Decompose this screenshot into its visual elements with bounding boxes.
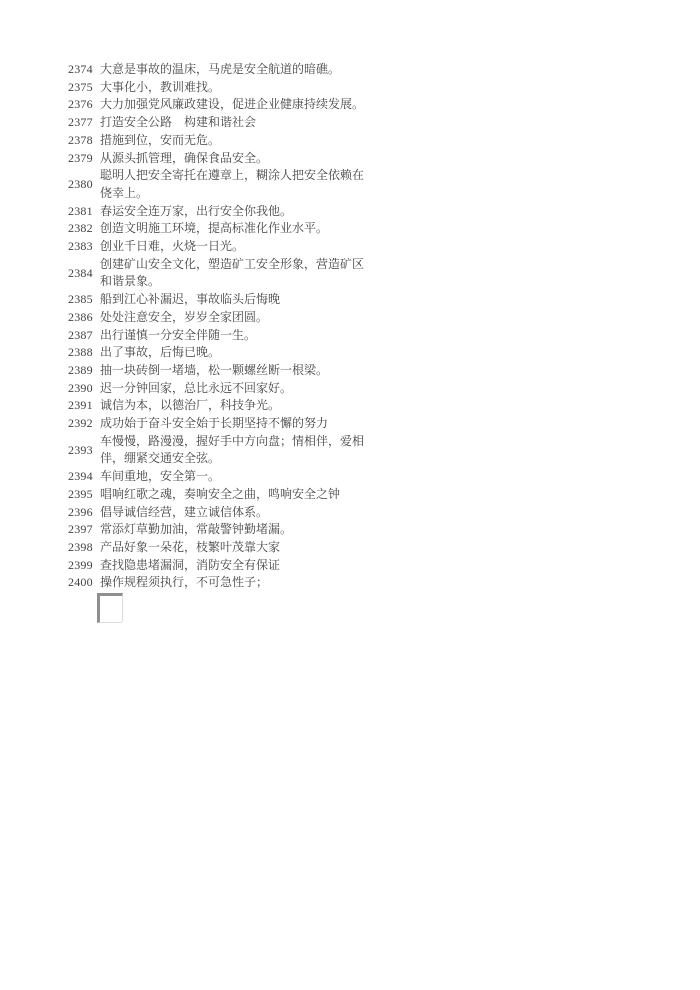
list-row [68, 61, 378, 79]
list-row [68, 203, 378, 221]
list-row [68, 291, 378, 309]
row-text: 打造安全公路 构建和谐社会 [100, 115, 257, 130]
row-text: 从源头抓管理，确保食品安全。 [100, 150, 269, 165]
image-placeholder-icon [97, 593, 123, 623]
list-row [68, 380, 378, 398]
list-row [68, 486, 378, 504]
list-row [68, 238, 378, 256]
row-text: 大意是事故的温床，马虎是安全航道的暗礁。 [100, 62, 341, 76]
list-row [68, 504, 378, 522]
row-number: 2392 [68, 416, 93, 431]
row-number: 2383 [68, 239, 93, 254]
row-number: 2391 [68, 398, 93, 413]
row-text: 车间重地，安全第一。 [100, 469, 221, 484]
row-number: 2388 [68, 345, 93, 360]
list-row [68, 362, 378, 380]
row-text: 唱响红歌之魂，奏响安全之曲，鸣响安全之钟 [100, 486, 341, 501]
row-number: 2374 [68, 62, 93, 76]
list-row [68, 397, 378, 415]
row-text: 倡导诚信经营，建立诚信体系。 [100, 504, 269, 519]
row-text: 船到江心补漏迟，事故临头后悔晚 [100, 292, 281, 307]
list-row [68, 574, 378, 592]
row-number: 2389 [68, 362, 93, 377]
row-number: 2393 [68, 442, 93, 457]
slogan-list [68, 61, 378, 592]
row-number: 2385 [68, 292, 93, 307]
row-number: 2386 [68, 309, 93, 324]
row-text: 车慢慢，路漫漫，握好手中方向盘；情相伴，爱相伴，绷紧交通安全弦。 [100, 433, 365, 466]
row-text: 成功始于奋斗安全始于长期坚持不懈的努力 [100, 416, 329, 431]
row-number: 2396 [68, 504, 93, 519]
row-number: 2398 [68, 539, 93, 554]
list-row [68, 327, 378, 345]
row-number: 2375 [68, 79, 93, 94]
row-number: 2378 [68, 132, 93, 147]
list-row [68, 415, 378, 433]
page-content [68, 61, 378, 623]
list-row [68, 521, 378, 539]
row-text: 创建矿山安全文化，塑造矿工安全形象，营造矿区和谐景象。 [100, 256, 365, 289]
row-text: 操作规程须执行，不可急性子； [100, 575, 269, 590]
list-row [68, 150, 378, 168]
row-number: 2395 [68, 486, 93, 501]
row-number: 2387 [68, 327, 93, 342]
row-text: 迟一分钟回家，总比永远不回家好。 [100, 380, 293, 395]
list-row [68, 167, 378, 202]
list-row [68, 557, 378, 575]
row-number: 2377 [68, 115, 93, 130]
list-row [68, 539, 378, 557]
row-text: 创业千日难，火烧一日光。 [100, 239, 245, 254]
row-text: 诚信为本，以德治厂，科技争光。 [100, 398, 281, 413]
row-number: 2376 [68, 97, 93, 112]
row-text: 抽一块砖倒一堵墙，松一颗螺丝断一根梁。 [100, 362, 329, 377]
row-number: 2390 [68, 380, 93, 395]
row-text: 处处注意安全，岁岁全家团圆。 [100, 309, 269, 324]
row-number: 2382 [68, 221, 93, 236]
list-row [68, 344, 378, 362]
row-text: 大事化小，教训难找。 [100, 79, 221, 94]
list-row [68, 220, 378, 238]
row-text: 出了事故，后悔已晚。 [100, 345, 221, 360]
row-number: 2384 [68, 265, 93, 280]
list-row [68, 96, 378, 114]
row-text: 产品好象一朵花，枝繁叶茂靠大家 [100, 539, 281, 554]
list-row [68, 79, 378, 97]
row-text: 大力加强党风廉政建设，促进企业健康持续发展。 [100, 97, 365, 112]
row-number: 2379 [68, 150, 93, 165]
row-text: 常添灯草勤加油，常敲警钟勤堵漏。 [100, 522, 293, 537]
list-row [68, 132, 378, 150]
row-text: 查找隐患堵漏洞，消防安全有保证 [100, 557, 281, 572]
row-number: 2381 [68, 203, 93, 218]
list-row [68, 114, 378, 132]
row-text: 措施到位，安而无危。 [100, 132, 221, 147]
list-row [68, 468, 378, 486]
list-row [68, 433, 378, 468]
row-number: 2380 [68, 177, 93, 192]
row-text: 聪明人把安全寄托在遵章上，糊涂人把安全依赖在侥幸上。 [100, 168, 365, 200]
row-text: 春运安全连万家，出行安全你我他。 [100, 203, 293, 218]
row-number: 2397 [68, 522, 93, 537]
row-number: 2394 [68, 469, 93, 484]
row-text: 出行谨慎一分安全伴随一生。 [100, 327, 257, 342]
row-text: 创造文明施工环境，提高标准化作业水平。 [100, 221, 329, 236]
list-row [68, 256, 378, 291]
row-number: 2399 [68, 557, 93, 572]
list-row [68, 309, 378, 327]
row-number: 2400 [68, 575, 93, 590]
